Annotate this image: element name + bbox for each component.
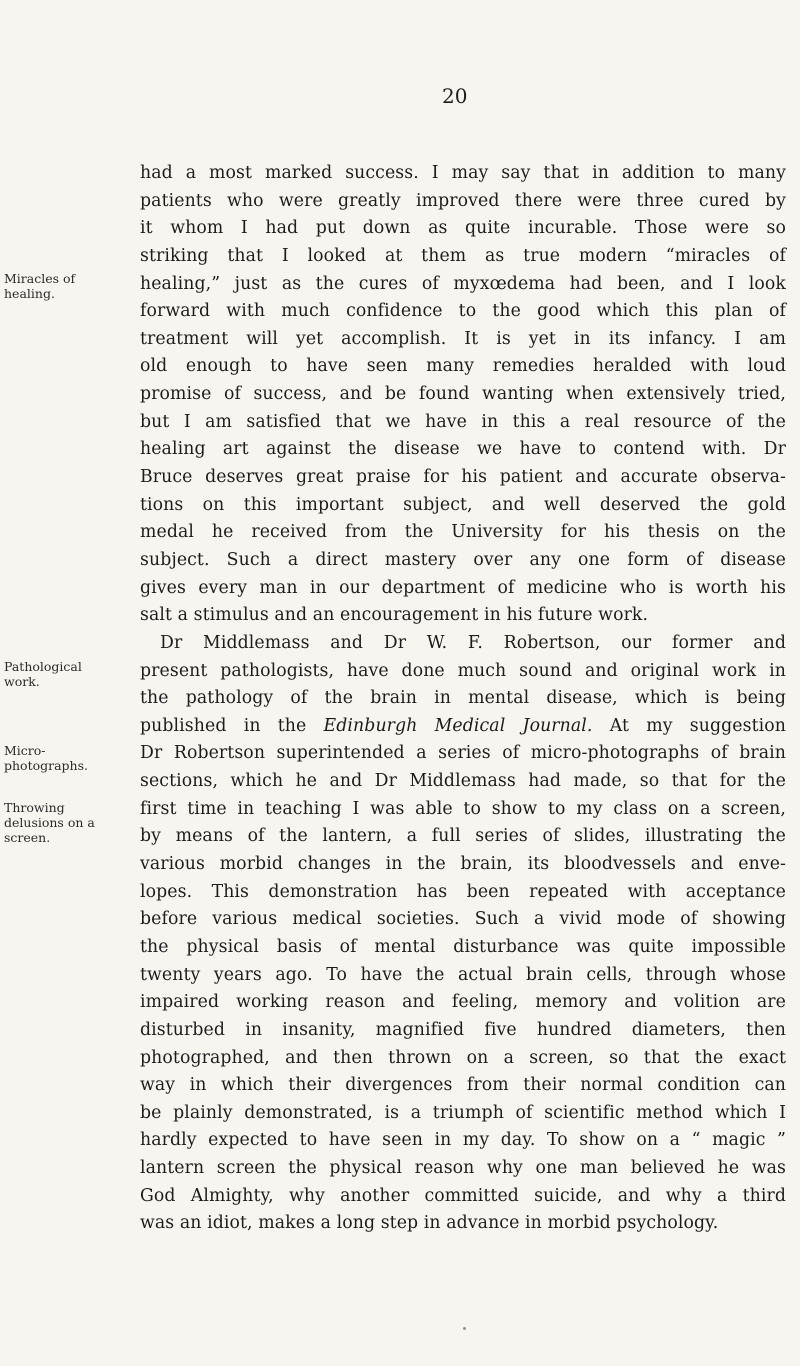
text-line: present pathologists, have done much sound and original work in (140, 660, 786, 681)
text-line: the pathology of the brain in mental disease, which is being (140, 688, 786, 709)
text-fragment: published in the (140, 715, 324, 736)
text-line: treatment will yet accomplish. It is yet in its infancy. I am (140, 328, 786, 349)
text-line: forward with much confidence to the good which this plan of (140, 301, 786, 322)
text-line: various morbid changes in the brain, its bloodvessels and enve- (140, 854, 786, 875)
text-line: lopes. This demonstration has been repeated with acceptance (140, 881, 786, 902)
ink-speck (463, 1327, 466, 1330)
text-line: impaired working reason and feeling, memory and volition are (140, 992, 786, 1013)
margin-note-line: Micro- (4, 743, 46, 758)
text-line: but I am satisfied that we have in this a real resource of the (140, 411, 786, 432)
text-line: Bruce deserves great praise for his patient and accurate observa- (140, 467, 786, 488)
text-line: hardly expected to have seen in my day. To show on a “ magic ” (140, 1130, 786, 1151)
text-line: old enough to have seen many remedies heralded with loud (140, 356, 786, 377)
text-line: tions on this important subject, and well deserved the gold (140, 494, 786, 515)
text-line: way in which their divergences from their normal condition can (140, 1075, 786, 1096)
text-line: Dr Middlemass and Dr W. F. Robertson, our former and (160, 632, 786, 653)
text-line: subject. Such a direct mastery over any one form of disease (140, 549, 786, 570)
text-line: salt a stimulus and an encouragement in his future work. (140, 605, 649, 626)
text-line: first time in teaching I was able to show to my class on a screen, (140, 798, 786, 819)
text-line: sections, which he and Dr Middlemass had made, so that for the (140, 771, 786, 792)
text-line: patients who were greatly improved there were three cured by (140, 190, 786, 211)
text-line: healing art against the disease we have to contend with. Dr (140, 439, 786, 460)
text-line: had a most marked success. I may say that in addition to many (140, 163, 786, 183)
text-line: it whom I had put down as quite incurable. Those were so (140, 218, 786, 239)
text-line: disturbed in insanity, magnified five hundred diameters, then (140, 1019, 786, 1040)
text-fragment: At my suggestion (592, 715, 786, 736)
margin-note-micro-photographs (4, 743, 124, 773)
text-line: Dr Robertson superintended a series of micro-photographs of brain (140, 743, 786, 764)
text-line: gives every man in our department of medicine who is worth his (140, 577, 786, 598)
journal-title-italic: Edinburgh Medical Journal. (323, 715, 593, 736)
text-line: was an idiot, makes a long step in advance in morbid psychology. (140, 1213, 719, 1234)
page-number: 20 (442, 84, 468, 108)
margin-note-line: photographs. (4, 758, 88, 773)
text-line: healing,” just as the cures of myxœdema had been, and I look (140, 273, 786, 294)
margin-note-throwing-delusions (4, 800, 124, 845)
margin-note-miracles (4, 271, 124, 301)
margin-note-line: Throwing (4, 800, 65, 815)
margin-note-pathological (4, 659, 124, 689)
margin-note-line: work. (4, 674, 40, 689)
body-text (140, 160, 786, 1238)
margin-note-line: Pathological (4, 659, 82, 674)
text-line: medal he received from the University for his thesis on the (140, 522, 786, 543)
text-line: lantern screen the physical reason why one man believed he was (140, 1158, 786, 1179)
text-line: before various medical societies. Such a vivid mode of showing (140, 909, 786, 930)
text-line-with-italic (140, 713, 786, 741)
text-line: striking that I looked at them as true modern “miracles of (140, 245, 786, 266)
margin-note-line: Miracles of (4, 271, 76, 286)
margin-note-line: screen. (4, 830, 51, 845)
text-line: photographed, and then thrown on a screen, so that the exact (140, 1047, 786, 1068)
text-line: be plainly demonstrated, is a triumph of scientific method which I (140, 1102, 786, 1123)
margin-note-line: healing. (4, 286, 55, 301)
margin-note-line: delusions on a (4, 815, 95, 830)
text-line: the physical basis of mental disturbance was quite impossible (140, 936, 786, 957)
text-line: twenty years ago. To have the actual brain cells, through whose (140, 964, 786, 985)
text-line: promise of success, and be found wanting when extensively tried, (140, 384, 786, 405)
text-line: God Almighty, why another committed suicide, and why a third (140, 1185, 786, 1206)
text-line: by means of the lantern, a full series of slides, illustrating the (140, 826, 786, 847)
